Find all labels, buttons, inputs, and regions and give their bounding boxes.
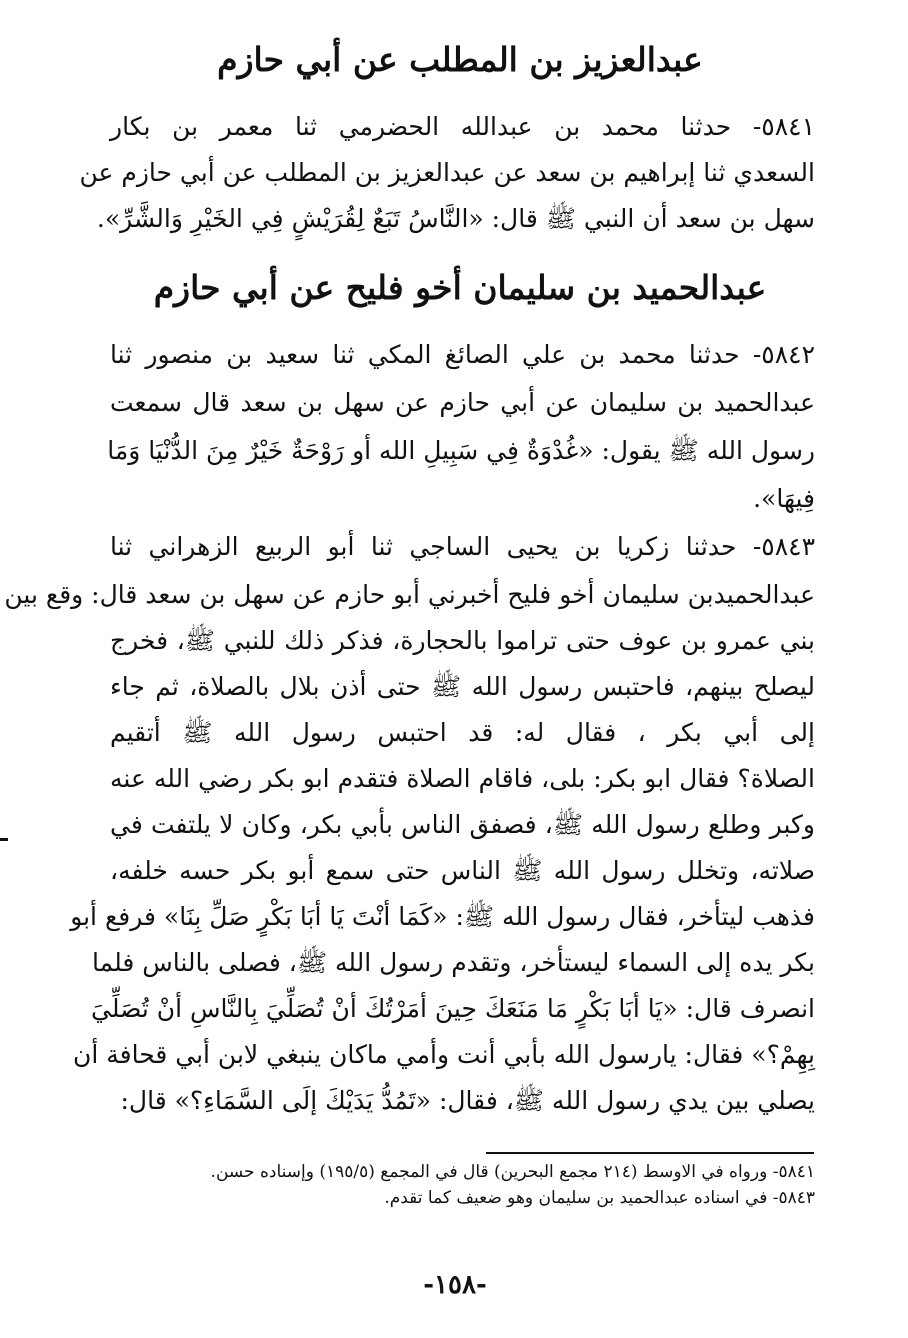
text-line: بِهِمْ؟» فقال: يارسول الله بأبي أنت وأمي ماكان ينبغي لابن أبي قحافة أن xyxy=(72,1040,815,1069)
footnote-divider xyxy=(486,1152,814,1154)
text-line: انصرف قال: «يَا أبَا بَكْرٍ مَا مَنَعَكَ حِينَ أمَرْتُكَ أنْ تُصَلِّيَ بِالنَّاسِ أنْ تُصَلِّيَ xyxy=(91,994,815,1023)
page-number: -١٥٨- xyxy=(423,1270,487,1300)
text-line: الصلاة؟ فقال ابو بكر: بلى، فاقام الصلاة فتقدم ابو بكر رضي الله عنه xyxy=(110,764,815,793)
footnote: ٥٨٤٣- في اسناده عبدالحميد بن سليمان وهو ضعيف كما تقدم. xyxy=(384,1188,815,1208)
text-line: رسول الله ﷺ يقول: «غُدْوَةٌ فِي سَبِيلِ الله أو رَوْحَةٌ خَيْرٌ مِنَ الدُّنْيَا وَمَا xyxy=(107,436,815,465)
text-line: وكبر وطلع رسول الله ﷺ، فصفق الناس بأبي بكر، وكان لا يلتفت في xyxy=(110,810,815,839)
text-line: يصلي بين يدي رسول الله ﷺ، فقال: «تَمُدُّ يَدَيْكَ إلَى السَّمَاءِ؟» قال: xyxy=(120,1086,815,1115)
footnote: ٥٨٤١- ورواه في الاوسط (٢١٤ مجمع البحرين) قال في المجمع (١٩٥/٥) وإسناده حسن. xyxy=(210,1162,815,1182)
text-line: عبدالحميد بن سليمان عن أبي حازم عن سهل بن سعد قال سمعت xyxy=(110,388,815,417)
text-line: بني عمرو بن عوف حتى تراموا بالحجارة، فذكر ذلك للنبي ﷺ، فخرج xyxy=(110,626,815,655)
text-line: عبدالحميدبن سليمان أخو فليح أخبرني أبو حازم عن سهل بن سعد قال: وقع بين xyxy=(4,580,815,609)
text-line: بكر يده إلى السماء ليستأخر، وتقدم رسول الله ﷺ، فصلى بالناس فلما xyxy=(92,948,815,977)
text-line: صلاته، وتخلل رسول الله ﷺ الناس حتى سمع أبو بكر حسه خلفه، xyxy=(110,856,815,885)
section-heading: عبدالحميد بن سليمان أخو فليح عن أبي حازم xyxy=(153,268,767,307)
text-line: ٥٨٤٢- حدثنا محمد بن علي الصائغ المكي ثنا سعيد بن منصور ثنا xyxy=(110,340,816,369)
text-line: ليصلح بينهم، فاحتبس رسول الله ﷺ حتى أذن بلال بالصلاة، ثم جاء xyxy=(110,672,815,701)
text-line: سهل بن سعد أن النبي ﷺ قال: «النَّاسُ تَبَعٌ لِقُرَيْشٍ فِي الخَيْرِ وَالشَّرِّ». xyxy=(96,204,815,233)
text-line: ٥٨٤١- حدثنا محمد بن عبدالله الحضرمي ثنا معمر بن بكار xyxy=(110,112,815,141)
text-line: إلى أبي بكر ، فقال له: قد احتبس رسول الله ﷺ أتقيم xyxy=(110,718,815,747)
text-line: ٥٨٤٣- حدثنا زكريا بن يحيى الساجي ثنا أبو الربيع الزهراني ثنا xyxy=(110,532,815,561)
text-line: فِيهَا». xyxy=(753,484,815,513)
margin-mark xyxy=(0,838,8,841)
section-heading: عبدالعزيز بن المطلب عن أبي حازم xyxy=(217,40,703,79)
text-line: فذهب ليتأخر، فقال رسول الله ﷺ: «كَمَا أنْتَ يَا أبَا بَكْرٍ صَلِّ بِنَا» فرفع أبو xyxy=(70,902,815,931)
text-line: السعدي ثنا إبراهيم بن سعد عن عبدالعزيز بن المطلب عن أبي حازم عن xyxy=(79,158,815,187)
